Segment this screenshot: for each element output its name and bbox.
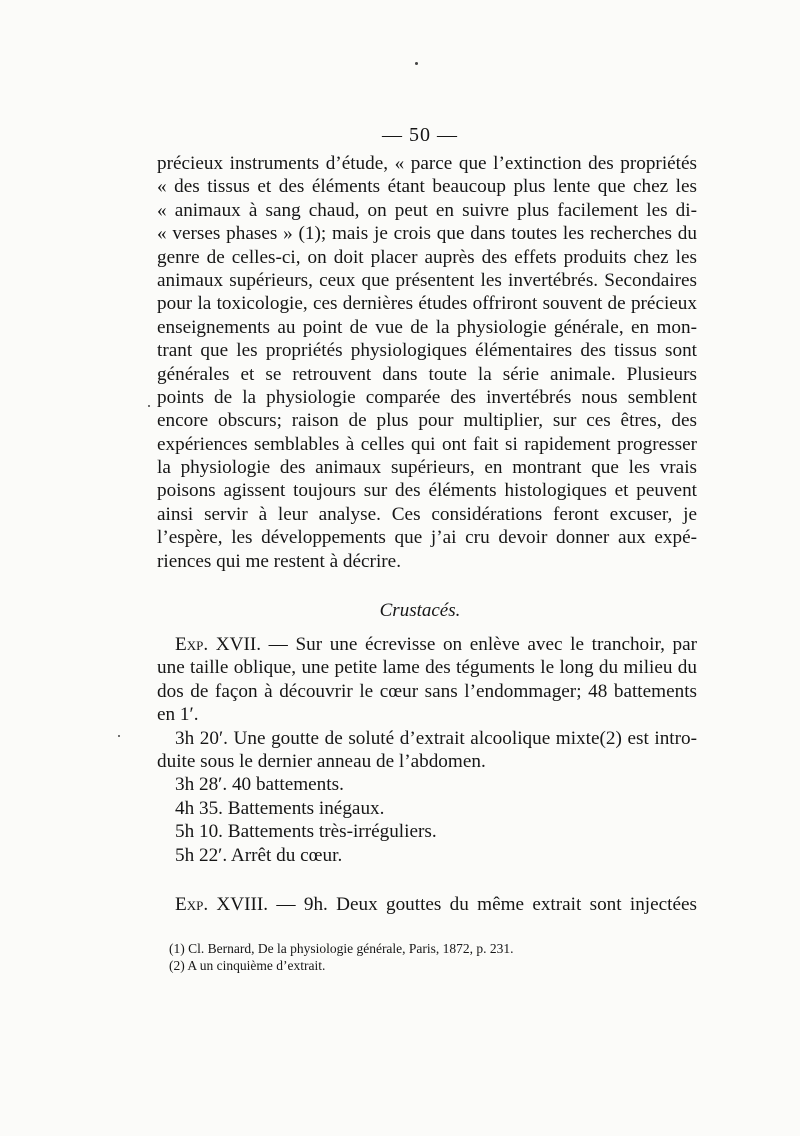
- experiment-label: Exp. XVIII.: [175, 894, 269, 915]
- paragraph-1: [157, 152, 697, 573]
- text-line: générales et se retrouvent dans toute la série animale. Plusieurs: [157, 363, 697, 385]
- text-line: encore obscurs; raison de plus pour multiplier, sur ces êtres, des: [157, 410, 697, 432]
- text-line: points de la physiologie comparée des invertébrés nous semblent: [157, 386, 697, 408]
- page-number: — 50 —: [382, 124, 458, 146]
- observation-entry: 5h 10. Battements très-irréguliers.: [175, 821, 437, 843]
- text-line: riences qui me restent à décrire.: [157, 550, 401, 572]
- text-line: « animaux à sang chaud, on peut en suivre plus facilement les di-: [157, 199, 697, 221]
- text-line: la physiologie des animaux supérieurs, en montrant que les vrais: [157, 457, 697, 479]
- footnote: (2) A un cinquième d’extrait.: [169, 958, 326, 973]
- text-line: trant que les propriétés physiologiques élémentaires des tissus sont: [157, 340, 697, 362]
- observation-entry: 3h 28′. 40 battements.: [175, 774, 344, 796]
- text-line: précieux instruments d’étude, « parce que l’extinction des propriétés: [157, 153, 697, 174]
- section-heading: Crustacés.: [379, 600, 461, 621]
- text-line: duite sous le dernier anneau de l’abdomen.: [157, 750, 486, 772]
- text-line: animaux supérieurs, ceux que présentent les invertébrés. Secondaires: [157, 269, 697, 291]
- footnote: (1) Cl. Bernard, De la physiologie générale, Paris, 1872, p. 231.: [169, 941, 514, 956]
- text-line: poisons agissent toujours sur des éléments histologiques et peuvent: [157, 480, 697, 502]
- text-line: genre de celles-ci, on doit placer auprès des effets produits chez les: [157, 246, 697, 268]
- text-line: « verses phases » (1); mais je crois que dans toutes les recherches du: [157, 223, 697, 245]
- print-speck: [415, 62, 418, 65]
- text-line: pour la toxicologie, ces dernières études offriront souvent de précieux: [157, 293, 697, 315]
- text-line: une taille oblique, une petite lame des téguments le long du milieu du: [157, 657, 697, 679]
- text-line: « des tissus et des éléments étant beaucoup plus lente que chez les: [157, 176, 697, 198]
- observation-entry: 4h 35. Battements inégaux.: [175, 797, 385, 819]
- text-line: — Sur une écrevisse on enlève avec le tranchoir, par: [261, 634, 697, 655]
- text-line: enseignements au point de vue de la physiologie générale, en mon-: [157, 316, 697, 338]
- observation-entry: 5h 22′. Arrêt du cœur.: [175, 844, 343, 866]
- footnotes: [169, 940, 514, 974]
- experiment-17: [157, 633, 697, 867]
- text-line: en 1′.: [157, 704, 199, 726]
- text-line: 3h 20′. Une goutte de soluté d’extrait alcoolique mixte(2) est intro-: [175, 727, 697, 749]
- experiment-label: Exp. XVII.: [175, 634, 262, 655]
- print-speck: [148, 405, 150, 407]
- text-line: ainsi servir à leur analyse. Ces considérations feront excuser, je: [157, 503, 697, 525]
- experiment-18: [157, 893, 697, 916]
- print-speck: [118, 735, 120, 737]
- text-line: dos de façon à découvrir le cœur sans l’endommager; 48 battements: [157, 680, 697, 702]
- text-line: — 9h. Deux gouttes du même extrait sont injectées: [268, 894, 697, 915]
- text-line: expériences semblables à celles qui ont fait si rapidement progresser: [157, 433, 697, 455]
- text-line: l’espère, les développements que j’ai cru devoir donner aux expé-: [157, 527, 697, 549]
